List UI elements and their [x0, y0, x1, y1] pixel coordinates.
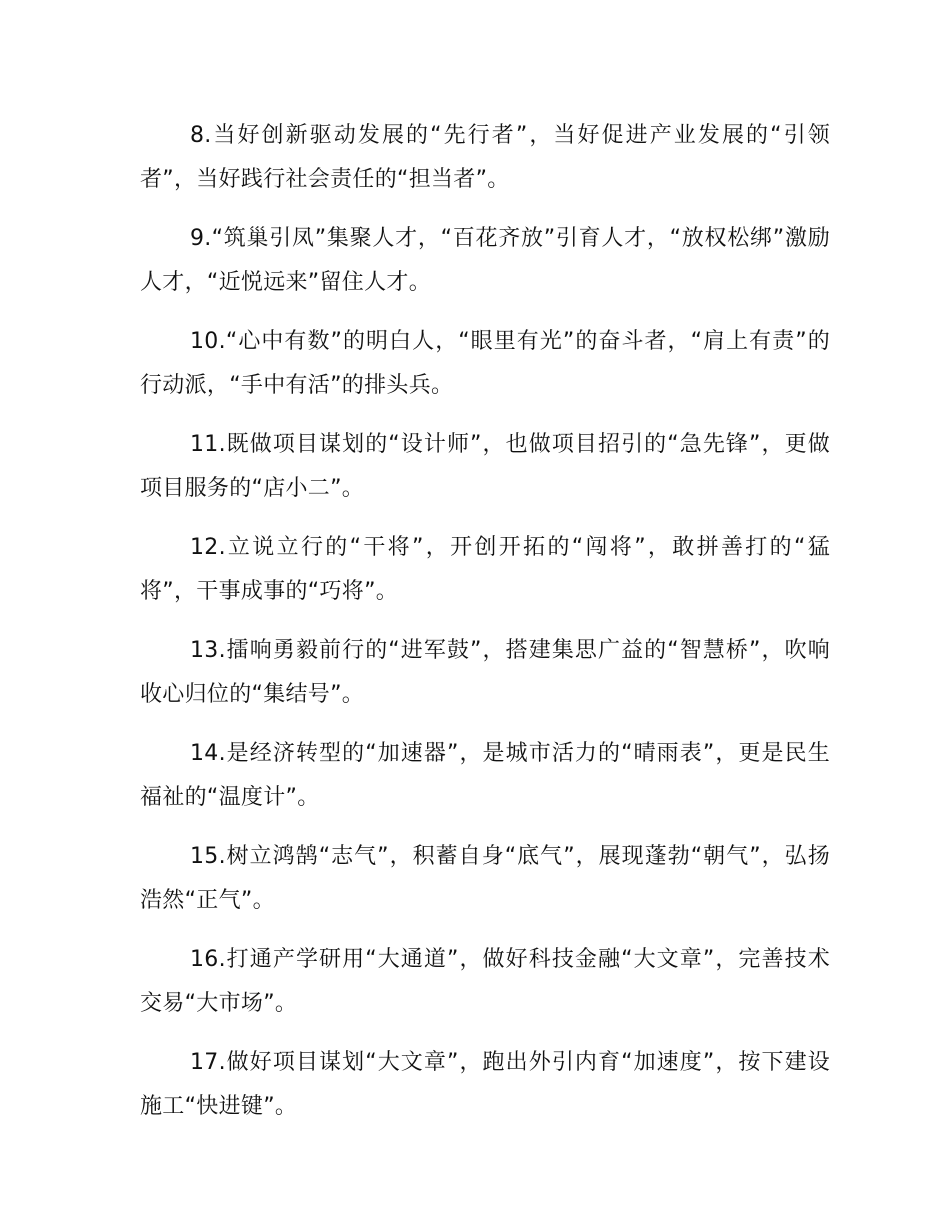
paragraph-14: 14.是经济转型的“加速器”，是城市活力的“晴雨表”，更是民生福祉的“温度计”。 [140, 741, 830, 810]
paragraph-15: 15.树立鸿鹄“志气”，积蓄自身“底气”，展现蓬勃“朝气”，弘扬浩然“正气”。 [140, 844, 830, 913]
paragraph-9: 9.“筑巢引凤”集聚人才，“百花齐放”引育人才，“放权松绑”激励人才，“近悦远来”留住人才。 [140, 226, 830, 295]
document-body [140, 114, 830, 1144]
paragraph-16: 16.打通产学研用“大通道”，做好科技金融“大文章”，完善技术交易“大市场”。 [140, 947, 830, 1016]
paragraph-8: 8.当好创新驱动发展的“先行者”，当好促进产业发展的“引领者”，当好践行社会责任的“担当者”。 [140, 123, 830, 192]
paragraph-10: 10.“心中有数”的明白人，“眼里有光”的奋斗者，“肩上有责”的行动派，“手中有活”的排头兵。 [140, 329, 830, 398]
paragraph-11: 11.既做项目谋划的“设计师”，也做项目招引的“急先锋”，更做项目服务的“店小二”。 [140, 432, 830, 501]
paragraph-12: 12.立说立行的“干将”，开创开拓的“闯将”，敢拼善打的“猛将”，干事成事的“巧将”。 [140, 535, 830, 604]
paragraph-13: 13.擂响勇毅前行的“进军鼓”，搭建集思广益的“智慧桥”，吹响收心归位的“集结号”。 [140, 638, 830, 707]
paragraph-17: 17.做好项目谋划“大文章”，跑出外引内育“加速度”，按下建设施工“快进键”。 [140, 1050, 830, 1119]
